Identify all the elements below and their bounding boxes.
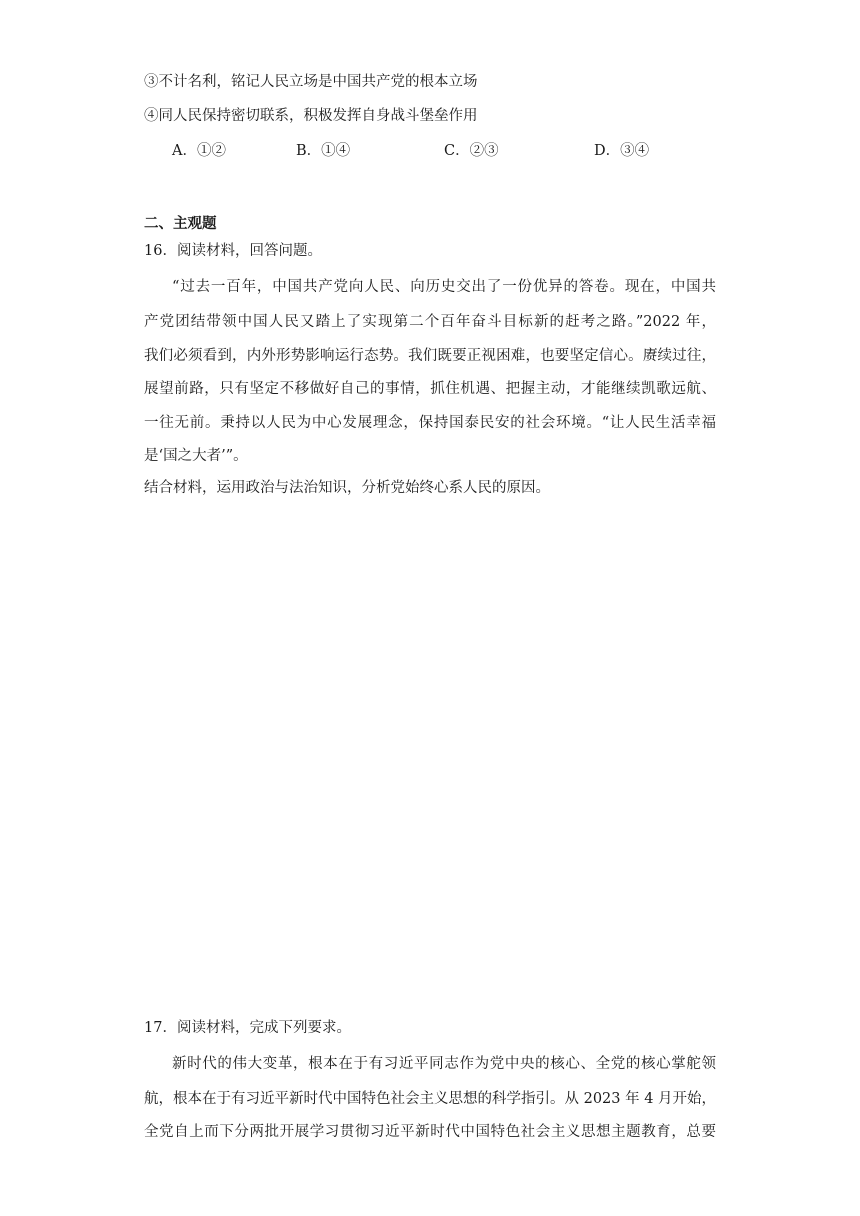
material-line: 一往无前。秉持以人民为中心发展理念，保持国泰民安的社会环境。“让人民生活幸福 xyxy=(144,415,716,431)
question-17-title: 17．阅读材料，完成下列要求。 xyxy=(144,1020,351,1036)
material-line: 我们必须看到，内外形势影响运行态势。我们既要正视困难，也要坚定信心。赓续过往， xyxy=(144,348,716,364)
option-c: C．②③ xyxy=(444,143,499,159)
material-line: 是‘国之大者’”。 xyxy=(144,448,248,464)
question-16-title: 16．阅读材料，回答问题。 xyxy=(144,243,322,259)
material-line: “过去一百年，中国共产党向人民、向历史交出了一份优异的答卷。现在，中国共 xyxy=(172,279,716,295)
material-line: 产党团结带领中国人民又踏上了实现第二个百年奋斗目标新的赶考之路。”2022 年， xyxy=(144,314,716,330)
option-d: D．③④ xyxy=(594,143,650,159)
statement-3: ③不计名利，铭记人民立场是中国共产党的根本立场 xyxy=(144,74,478,90)
material-line: 全党自上而下分两批开展学习贯彻习近平新时代中国特色社会主义思想主题教育，总要 xyxy=(144,1124,716,1140)
option-a: A．①② xyxy=(172,143,226,159)
material-line: 展望前路，只有坚定不移做好自己的事情，抓住机遇、把握主动，才能继续凯歌远航、 xyxy=(144,381,716,397)
section-heading: 二、主观题 xyxy=(144,215,217,232)
option-b: B．①④ xyxy=(296,143,351,159)
material-line: 航，根本在于有习近平新时代中国特色社会主义思想的科学指引。从 2023 年 4 月开始， xyxy=(144,1091,717,1107)
material-line: 新时代的伟大变革，根本在于有习近平同志作为党中央的核心、全党的核心掌舵领 xyxy=(172,1056,716,1072)
question-16-prompt: 结合材料，运用政治与法治知识，分析党始终心系人民的原因。 xyxy=(144,480,550,496)
statement-4: ④同人民保持密切联系，积极发挥自身战斗堡垒作用 xyxy=(144,108,478,124)
